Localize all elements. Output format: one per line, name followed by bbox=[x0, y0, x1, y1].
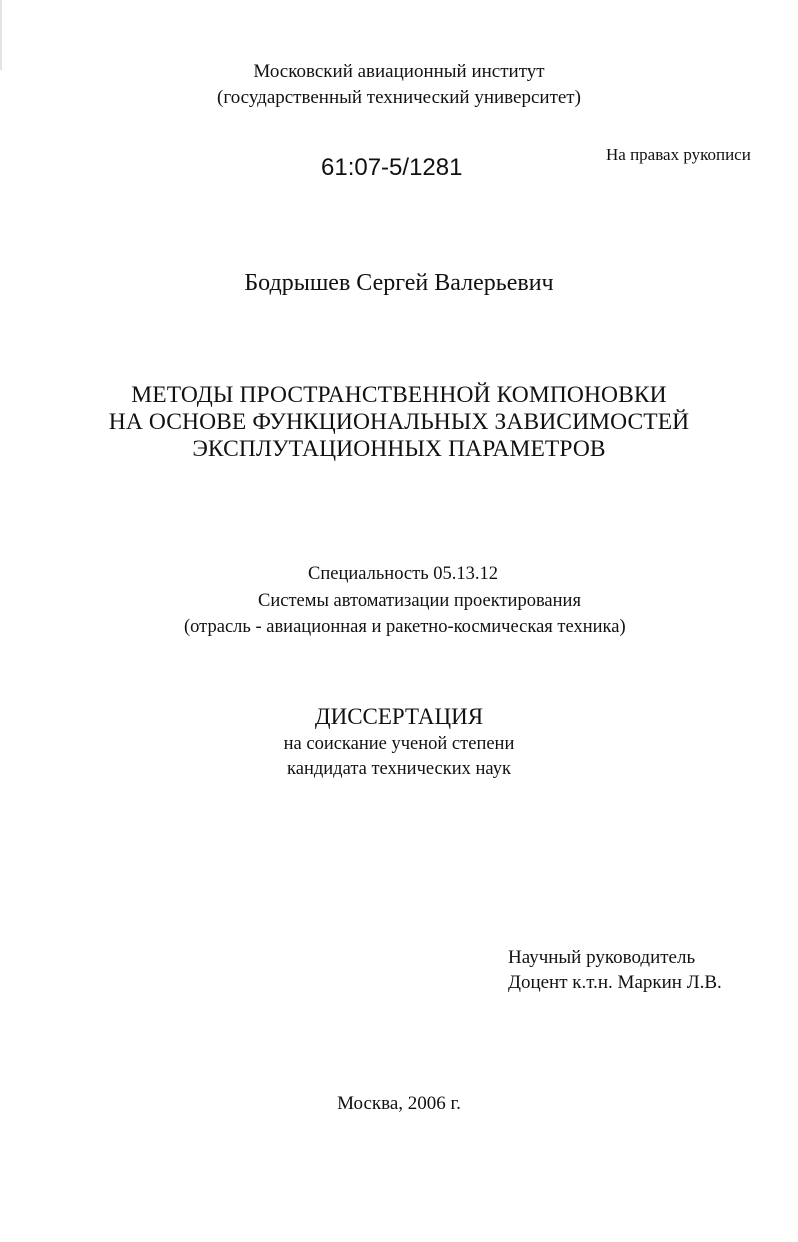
author-name: Бодрышев Сергей Валерьевич bbox=[244, 270, 554, 296]
rights-note: На правах рукописи bbox=[606, 145, 751, 164]
document-type: ДИССЕРТАЦИЯ bbox=[314, 704, 484, 729]
degree-line-2: кандидата технических наук bbox=[287, 759, 511, 779]
title-line-1: МЕТОДЫ ПРОСТРАНСТВЕННОЙ КОМПОНОВКИ bbox=[131, 382, 667, 408]
title-line-2: НА ОСНОВЕ ФУНКЦИОНАЛЬНЫХ ЗАВИСИМОСТЕЙ bbox=[108, 409, 690, 435]
degree-line-1: на соискание ученой степени bbox=[283, 734, 515, 754]
supervisor-name: Доцент к.т.н. Маркин Л.В. bbox=[508, 972, 722, 993]
specialty-branch: (отрасль - авиационная и ракетно-космическая техника) bbox=[184, 617, 626, 637]
catalog-code: 61:07-5/1281 bbox=[321, 154, 463, 181]
title-line-3: ЭКСПЛУТАЦИОННЫХ ПАРАМЕТРОВ bbox=[192, 436, 606, 462]
supervisor-label: Научный руководитель bbox=[508, 947, 696, 968]
specialty-code: Специальность 05.13.12 bbox=[308, 564, 499, 584]
place-year: Москва, 2006 г. bbox=[337, 1093, 461, 1114]
scan-edge-mark bbox=[0, 0, 2, 70]
institution-subtitle: (государственный технический университет) bbox=[217, 87, 581, 108]
institution-name: Московский авиационный институт bbox=[253, 61, 545, 82]
specialty-name: Системы автоматизации проектирования bbox=[258, 591, 581, 611]
